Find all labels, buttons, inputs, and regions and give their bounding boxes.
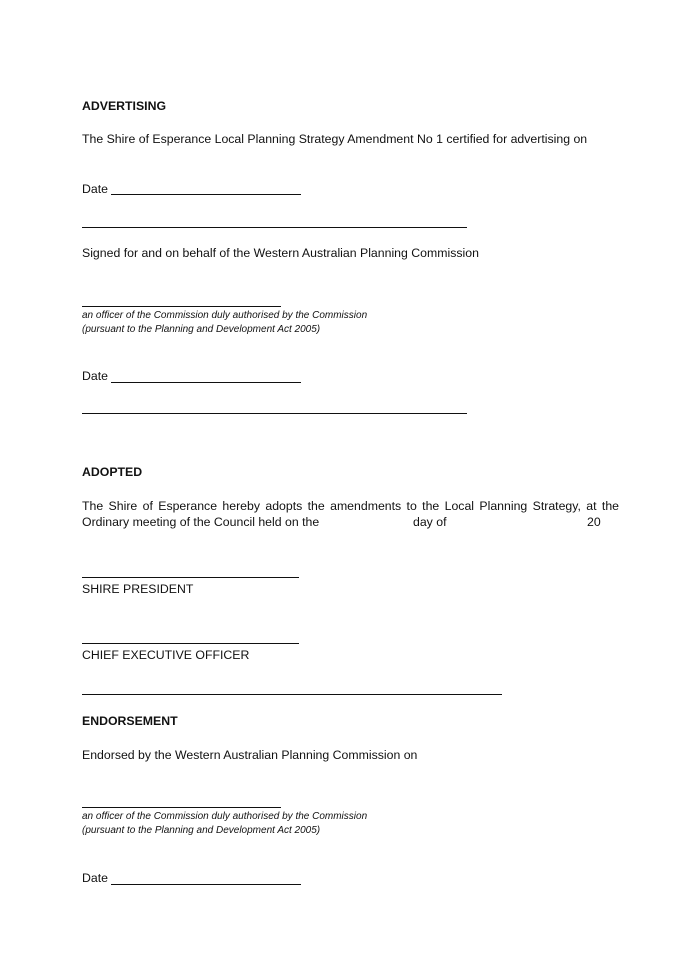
president-signature-line <box>82 577 299 578</box>
advertising-officer-text-1: an officer of the Commission duly authorised by the Commission <box>82 310 368 321</box>
advertising-date-label: Date <box>82 182 108 196</box>
adopted-statement-line-1: The Shire of Esperance hereby adopts the amendments to the Local Planning Strategy, at the <box>82 499 619 513</box>
endorsement-heading: ENDORSEMENT <box>82 714 178 728</box>
adopted-heading: ADOPTED <box>82 465 143 479</box>
advertising-date-label-2: Date <box>82 369 108 383</box>
advertising-date-line <box>111 194 301 195</box>
endorsement-statement: Endorsed by the Western Australian Planning Commission on <box>82 748 418 762</box>
advertising-signed-text: Signed for and on behalf of the Western Australian Planning Commission <box>82 246 479 260</box>
advertising-signature-line <box>82 227 467 228</box>
advertising-heading: ADVERTISING <box>82 99 167 113</box>
ceo-signature-line <box>82 643 299 644</box>
ceo-label: CHIEF EXECUTIVE OFFICER <box>82 648 250 662</box>
endorsement-officer-text-2: (pursuant to the Planning and Development Act 2005) <box>82 825 321 836</box>
advertising-date-line-2 <box>111 382 301 383</box>
shire-president-label: SHIRE PRESIDENT <box>82 582 194 596</box>
advertising-statement: The Shire of Esperance Local Planning Strategy Amendment No 1 certified for advertising on <box>82 132 588 146</box>
adopted-statement-line-2b: day of <box>413 515 447 529</box>
adopted-end-line <box>82 694 502 695</box>
endorsement-date-line <box>111 884 301 885</box>
adopted-statement-line-2a: Ordinary meeting of the Council held on the <box>82 515 320 529</box>
adopted-statement-line-2c: 20 <box>587 515 601 529</box>
endorsement-officer-text-1: an officer of the Commission duly authorised by the Commission <box>82 811 368 822</box>
advertising-officer-text-2: (pursuant to the Planning and Development Act 2005) <box>82 324 321 335</box>
advertising-end-line <box>82 413 467 414</box>
advertising-officer-line <box>82 306 281 307</box>
endorsement-date-label: Date <box>82 871 108 885</box>
endorsement-officer-line <box>82 807 281 808</box>
